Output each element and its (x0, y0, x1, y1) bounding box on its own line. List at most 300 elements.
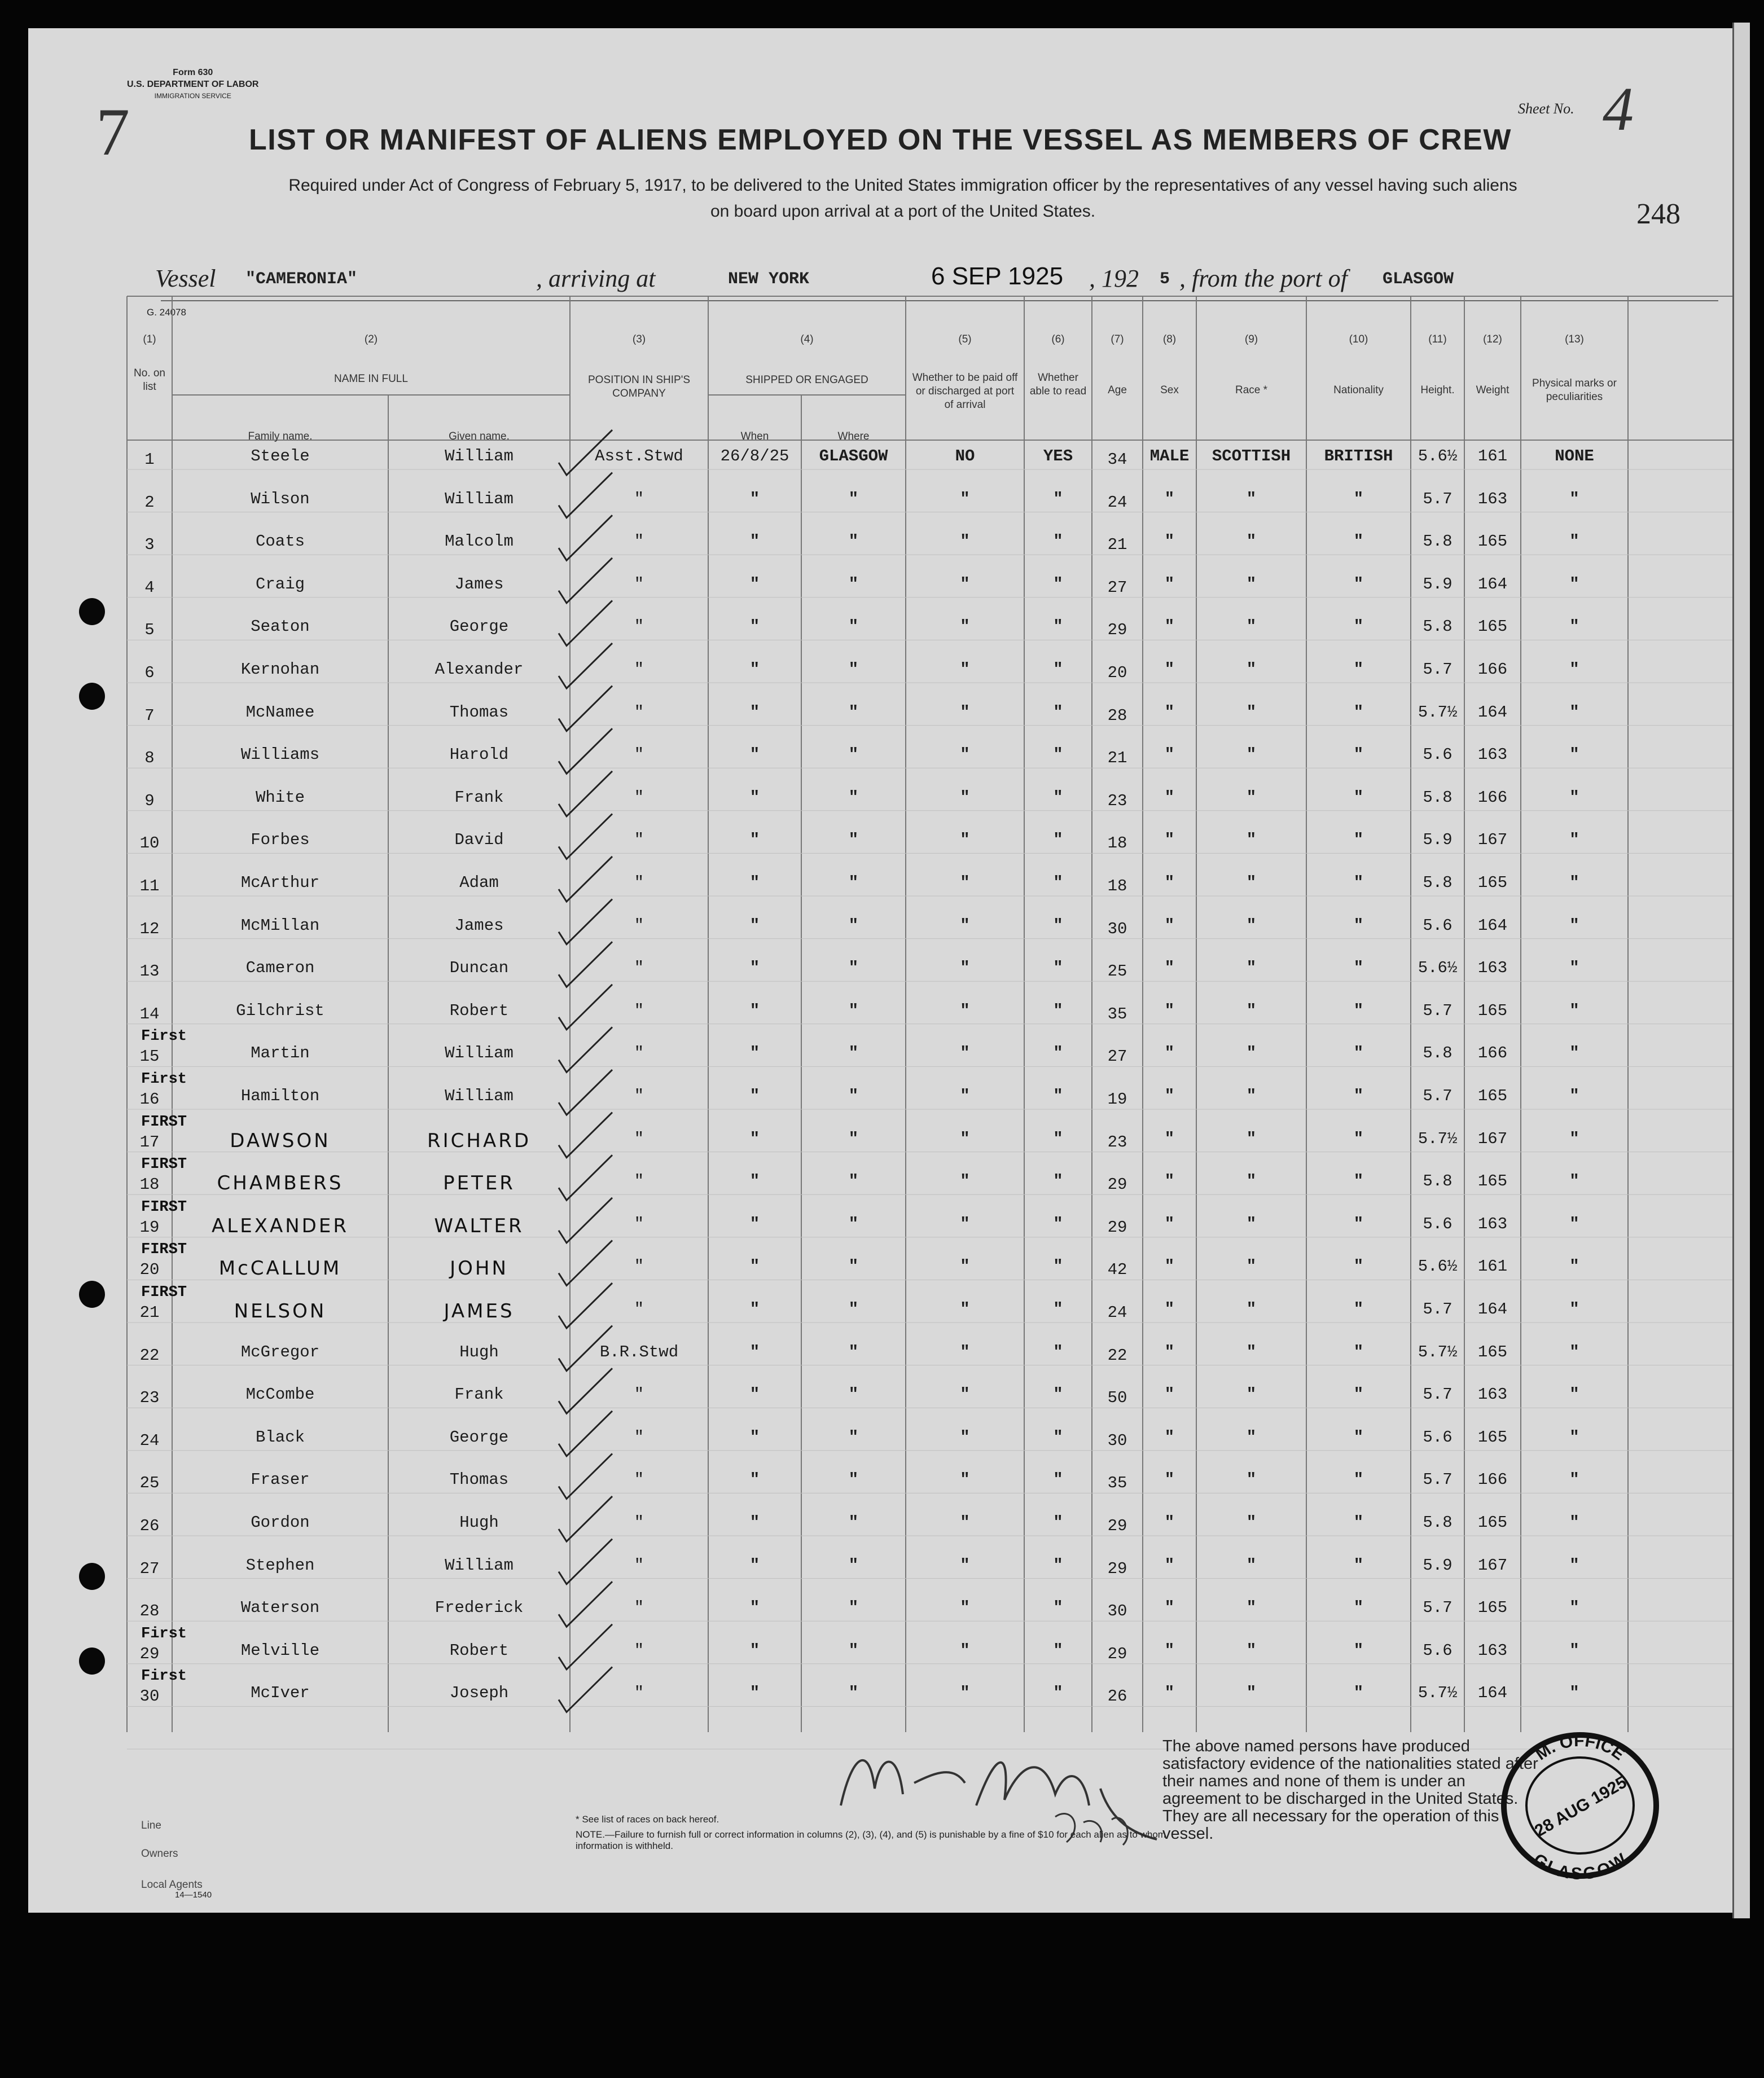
family-name: NELSON (234, 1300, 327, 1323)
height: 5.6½ (1418, 1257, 1458, 1276)
sex: " (1164, 1513, 1175, 1532)
able-to-read: " (1053, 1087, 1063, 1105)
row-number: 29 (139, 1644, 160, 1663)
col-able-to-read: Whether able to read (1029, 372, 1087, 397)
position: " (634, 1300, 644, 1319)
able-to-read: " (1053, 788, 1063, 807)
paid-off: " (960, 1427, 970, 1447)
able-to-read: YES (1043, 447, 1073, 465)
vessel-label: Vessel (155, 265, 216, 292)
able-to-read: " (1053, 1300, 1063, 1319)
paid-off: " (960, 1598, 970, 1618)
family-name: Cameron (245, 959, 315, 978)
weight: 164 (1477, 702, 1508, 722)
given-name: Frederick (435, 1598, 524, 1618)
position: " (634, 660, 644, 679)
age: 19 (1107, 1090, 1127, 1109)
paid-off: " (960, 1385, 970, 1404)
family-name: Martin (251, 1044, 310, 1063)
physical-marks: " (1569, 1257, 1579, 1276)
race: " (1246, 745, 1257, 765)
position: " (634, 574, 644, 594)
first-annotation: First (141, 1071, 187, 1088)
physical-marks: " (1569, 959, 1579, 978)
family-name: Fraser (251, 1470, 310, 1490)
shipped-when: " (749, 1257, 760, 1276)
race: SCOTTISH (1212, 447, 1291, 465)
race: " (1246, 660, 1257, 679)
height: 5.9 (1423, 831, 1453, 850)
physical-marks: " (1569, 702, 1579, 722)
given-name: Joseph (449, 1684, 509, 1703)
paid-off: " (960, 1044, 970, 1063)
shipped-where: " (848, 831, 859, 850)
sex: MALE (1149, 447, 1190, 465)
given-name: Robert (449, 1001, 509, 1020)
height: 5.7 (1423, 1087, 1453, 1105)
footer-owners-label: Owners (141, 1848, 178, 1860)
given-name: RICHARD (427, 1129, 532, 1152)
shipped-when: " (749, 959, 760, 978)
physical-marks: " (1569, 1513, 1579, 1532)
weight: 164 (1477, 916, 1508, 935)
age: 30 (1107, 1431, 1127, 1450)
race: " (1246, 1641, 1257, 1660)
sex: " (1164, 1342, 1175, 1361)
weight: 163 (1477, 489, 1508, 508)
shipped-when: " (749, 873, 760, 892)
first-annotation: FIRST (141, 1284, 187, 1301)
shipped-when: " (749, 1342, 760, 1361)
paid-off: " (960, 1684, 970, 1703)
race: " (1246, 1684, 1257, 1703)
sex: " (1164, 660, 1175, 679)
weight: 167 (1477, 1129, 1508, 1148)
nationality: " (1353, 489, 1364, 508)
given-name: Hugh (459, 1513, 499, 1532)
age: 29 (1107, 1517, 1127, 1535)
weight: 166 (1477, 660, 1508, 679)
given-name: Malcolm (445, 532, 514, 551)
given-name: Hugh (459, 1342, 499, 1361)
nationality: " (1353, 1087, 1364, 1105)
able-to-read: " (1053, 1342, 1063, 1361)
height: 5.7½ (1418, 1342, 1458, 1361)
nationality: " (1353, 916, 1364, 935)
nationality: " (1353, 1300, 1364, 1319)
row-number: 20 (139, 1260, 160, 1280)
shipped-when: " (749, 1172, 760, 1191)
shipped-when: " (749, 1598, 760, 1618)
height: 5.6 (1423, 1214, 1453, 1233)
position: " (634, 831, 644, 850)
family-name: McCombe (245, 1385, 315, 1404)
family-name: Waterson (240, 1598, 320, 1618)
able-to-read: " (1053, 489, 1063, 508)
able-to-read: " (1053, 1385, 1063, 1404)
family-name: Seaton (251, 617, 310, 636)
weight: 165 (1477, 1342, 1508, 1361)
nationality: " (1353, 1172, 1364, 1191)
shipped-where: " (848, 1641, 859, 1660)
height: 5.6 (1423, 916, 1453, 935)
physical-marks: " (1569, 916, 1579, 935)
shipped-where: " (848, 1001, 859, 1020)
family-name: Coats (255, 532, 305, 551)
paid-off: " (960, 702, 970, 722)
able-to-read: " (1053, 1044, 1063, 1063)
weight: 165 (1477, 1087, 1508, 1105)
physical-marks: " (1569, 574, 1579, 594)
col-given-name: Given name. (449, 430, 510, 442)
position: " (634, 1001, 644, 1020)
given-name: Robert (449, 1641, 509, 1660)
race: " (1246, 702, 1257, 722)
height: 5.9 (1423, 1556, 1453, 1575)
height: 5.6 (1423, 1641, 1453, 1660)
race: " (1246, 1001, 1257, 1020)
weight: 165 (1477, 1172, 1508, 1191)
shipped-when: " (749, 1641, 760, 1660)
row-number: 8 (144, 749, 155, 768)
col-physical: Physical marks or peculiarities (1532, 377, 1617, 403)
sex: " (1164, 788, 1175, 807)
race: " (1246, 574, 1257, 594)
height: 5.8 (1423, 788, 1453, 807)
manifest-sheet (28, 28, 1732, 1913)
shipped-where: " (848, 1214, 859, 1233)
row-number: 5 (144, 621, 155, 640)
shipped-where: " (848, 1513, 859, 1532)
given-name: William (445, 1087, 514, 1105)
age: 23 (1107, 791, 1127, 810)
height: 5.7½ (1418, 702, 1458, 722)
position: " (634, 489, 644, 508)
stamp-date: 28 AUG 1925 (1532, 1773, 1630, 1841)
height: 5.8 (1423, 1513, 1453, 1532)
row-number: 11 (139, 877, 160, 895)
age: 18 (1107, 877, 1127, 895)
age: 21 (1107, 535, 1127, 555)
sex: " (1164, 916, 1175, 935)
nationality: " (1353, 873, 1364, 892)
position: " (634, 745, 644, 765)
position: " (634, 617, 644, 636)
col-12-number: (12) (1483, 333, 1502, 345)
nationality: " (1353, 959, 1364, 978)
physical-marks: " (1569, 489, 1579, 508)
given-name: Alexander (435, 660, 524, 679)
shipped-where: " (848, 574, 859, 594)
nationality: " (1353, 617, 1364, 636)
position: " (634, 788, 644, 807)
age: 18 (1107, 834, 1127, 853)
nationality: " (1353, 831, 1364, 850)
given-name: Harold (449, 745, 509, 765)
able-to-read: " (1053, 916, 1063, 935)
row-number: 23 (139, 1389, 160, 1408)
position: " (634, 1214, 644, 1233)
sex: " (1164, 1129, 1175, 1148)
stamp-top-text: M. OFFICE (1532, 1731, 1629, 1764)
physical-marks: " (1569, 1087, 1579, 1105)
position: " (634, 1556, 644, 1575)
height: 5.8 (1423, 617, 1453, 636)
given-name: Thomas (449, 1470, 509, 1490)
position: " (634, 916, 644, 935)
shipped-where: " (848, 489, 859, 508)
able-to-read: " (1053, 745, 1063, 765)
vessel-name: "CAMERONIA" (245, 270, 358, 289)
col-7-number: (7) (1111, 333, 1124, 345)
shipped-where: " (848, 617, 859, 636)
race: " (1246, 1300, 1257, 1319)
family-name: Forbes (251, 831, 310, 850)
family-name: McIver (251, 1684, 310, 1703)
sex: " (1164, 1044, 1175, 1063)
row-number: 7 (144, 706, 155, 725)
col-3-number: (3) (632, 333, 646, 345)
given-name: James (454, 574, 504, 594)
form-code: G. 24078 (147, 307, 186, 318)
row-number: 12 (139, 919, 160, 938)
paid-off: " (960, 660, 970, 679)
position: " (634, 702, 644, 722)
row-number: 1 (144, 450, 155, 469)
given-name: David (454, 831, 504, 850)
height: 5.8 (1423, 873, 1453, 892)
physical-marks: " (1569, 1214, 1579, 1233)
col-2-number: (2) (364, 333, 378, 345)
age: 25 (1107, 962, 1127, 981)
family-name: McArthur (240, 873, 320, 892)
sex: " (1164, 745, 1175, 765)
sex: " (1164, 1598, 1175, 1618)
able-to-read: " (1053, 1129, 1063, 1148)
row-number: 16 (139, 1090, 160, 1109)
physical-marks: " (1569, 1172, 1579, 1191)
race: " (1246, 617, 1257, 636)
able-to-read: " (1053, 574, 1063, 594)
position: " (634, 1087, 644, 1105)
shipped-where: " (848, 1470, 859, 1490)
able-to-read: " (1053, 1470, 1063, 1490)
nationality: " (1353, 1598, 1364, 1618)
paid-off: " (960, 1001, 970, 1020)
service: IMMIGRATION SERVICE (154, 92, 231, 100)
physical-marks: " (1569, 831, 1579, 850)
shipped-where: " (848, 660, 859, 679)
col-10-number: (10) (1349, 333, 1368, 345)
weight: 163 (1477, 959, 1508, 978)
col-9-number: (9) (1244, 333, 1258, 345)
given-name: George (449, 1427, 509, 1447)
sex: " (1164, 959, 1175, 978)
height: 5.6½ (1418, 959, 1458, 978)
nationality: " (1353, 1641, 1364, 1660)
race: " (1246, 532, 1257, 551)
paid-off: " (960, 1513, 970, 1532)
nationality: " (1353, 1257, 1364, 1276)
weight: 166 (1477, 788, 1508, 807)
given-name: Frank (454, 788, 504, 807)
department: U.S. DEPARTMENT OF LABOR (127, 80, 259, 89)
shipped-when: " (749, 574, 760, 594)
position: " (634, 532, 644, 551)
sex: " (1164, 1641, 1175, 1660)
physical-marks: " (1569, 1556, 1579, 1575)
col-11-number: (11) (1428, 333, 1447, 345)
height: 5.7 (1423, 1470, 1453, 1490)
weight: 165 (1477, 1513, 1508, 1532)
footnote-note: NOTE.—Failure to furnish full or correct information in columns (2), (3), (4), and (5) is punishable by a fine of $10 for each alien as to whom information is withheld. (576, 1829, 1166, 1851)
age: 35 (1107, 1474, 1127, 1493)
page-title: LIST OR MANIFEST OF ALIENS EMPLOYED ON THE VESSEL AS MEMBERS OF CREW (249, 124, 1512, 156)
height: 5.7 (1423, 1598, 1453, 1618)
family-name: McCALLUM (218, 1257, 342, 1280)
sex: " (1164, 1427, 1175, 1447)
sheet-label: Sheet No. (1518, 100, 1574, 117)
shipped-when: " (749, 1129, 760, 1148)
position: " (634, 1044, 644, 1063)
year-prefix: , 192 (1089, 265, 1139, 292)
col-family-name: Family name. (248, 430, 313, 442)
nationality: " (1353, 702, 1364, 722)
able-to-read: " (1053, 1684, 1063, 1703)
weight: 165 (1477, 532, 1508, 551)
paid-off: " (960, 745, 970, 765)
shipped-where: " (848, 1172, 859, 1191)
glasgow-office-stamp (1495, 1721, 1665, 1890)
able-to-read: " (1053, 831, 1063, 850)
shipped-when: " (749, 1556, 760, 1575)
family-name: Gordon (251, 1513, 310, 1532)
height: 5.6 (1423, 745, 1453, 765)
shipped-where: " (848, 788, 859, 807)
given-name: George (449, 617, 509, 636)
first-annotation: First (141, 1625, 187, 1642)
paid-off: " (960, 1470, 970, 1490)
weight: 166 (1477, 1044, 1508, 1063)
nationality: " (1353, 1001, 1364, 1020)
family-name: White (255, 788, 305, 807)
shipped-where: " (848, 873, 859, 892)
svg-text:GLASGOW (1530, 1850, 1630, 1883)
shipped-when: " (749, 745, 760, 765)
height: 5.9 (1423, 574, 1453, 594)
col-sex: Sex (1160, 384, 1179, 396)
position: " (634, 1385, 644, 1404)
row-number: 9 (144, 791, 155, 810)
able-to-read: " (1053, 1427, 1063, 1447)
shipped-when: " (749, 831, 760, 850)
sex: " (1164, 1470, 1175, 1490)
position: " (634, 1684, 644, 1703)
nationality: " (1353, 574, 1364, 594)
given-name: Frank (454, 1385, 504, 1404)
age: 30 (1107, 1602, 1127, 1621)
race: " (1246, 1044, 1257, 1063)
first-annotation: First (141, 1668, 187, 1685)
shipped-when: " (749, 660, 760, 679)
race: " (1246, 916, 1257, 935)
row-number: 10 (139, 834, 160, 853)
page-spine (1732, 23, 1750, 1918)
weight: 167 (1477, 1556, 1508, 1575)
arriving-label: , arriving at (536, 265, 656, 292)
sex: " (1164, 873, 1175, 892)
position: Asst.Stwd (595, 447, 683, 465)
paid-off: " (960, 873, 970, 892)
age: 24 (1107, 1303, 1127, 1322)
first-annotation: FIRST (141, 1156, 187, 1174)
form-number: Form 630 (173, 68, 213, 77)
family-name: Craig (255, 574, 305, 594)
col-paid-off: Whether to be paid off or discharged at port of arrival (912, 372, 1018, 411)
paid-off: " (960, 1257, 970, 1276)
footer-code: 14—1540 (175, 1890, 212, 1900)
position: B.R.Stwd (599, 1342, 679, 1361)
given-name: JOHN (450, 1257, 508, 1280)
footer-agents-label: Local Agents (141, 1879, 203, 1891)
family-name: DAWSON (230, 1129, 331, 1152)
height: 5.7½ (1418, 1129, 1458, 1148)
paid-off: " (960, 1556, 970, 1575)
weight: 165 (1477, 1001, 1508, 1020)
given-name: Thomas (449, 702, 509, 722)
col-6-number: (6) (1051, 333, 1065, 345)
age: 22 (1107, 1346, 1127, 1365)
sex: " (1164, 532, 1175, 551)
position: " (634, 1470, 644, 1490)
age: 26 (1107, 1687, 1127, 1706)
row-number: 24 (139, 1431, 160, 1450)
nationality: " (1353, 788, 1364, 807)
physical-marks: " (1569, 1598, 1579, 1618)
row-number: 2 (144, 493, 155, 512)
family-name: McMillan (240, 916, 320, 935)
col-weight: Weight (1476, 384, 1510, 396)
age: 21 (1107, 749, 1127, 768)
row-number: 15 (139, 1047, 160, 1066)
given-name: PETER (443, 1172, 515, 1195)
race: " (1246, 788, 1257, 807)
age: 35 (1107, 1004, 1127, 1023)
first-annotation: First (141, 1028, 187, 1045)
weight: 167 (1477, 831, 1508, 850)
shipped-where: " (848, 1427, 859, 1447)
family-name: CHAMBERS (217, 1172, 344, 1195)
height: 5.7½ (1418, 1684, 1458, 1703)
shipped-where: " (848, 1044, 859, 1063)
able-to-read: " (1053, 532, 1063, 551)
certification-statement: The above named persons have produced satisfactory evidence of the nationalities stated after their names and none of them is under an agreement to be discharged in the United States. They are all necessary for the operation of this vessel. (1162, 1737, 1538, 1843)
family-name: Steele (251, 447, 310, 465)
sex: " (1164, 1001, 1175, 1020)
physical-marks: NONE (1555, 447, 1594, 465)
able-to-read: " (1053, 1172, 1063, 1191)
physical-marks: " (1569, 788, 1579, 807)
height: 5.7 (1423, 1300, 1453, 1319)
height: 5.8 (1423, 1172, 1453, 1191)
physical-marks: " (1569, 1641, 1579, 1660)
height: 5.6 (1423, 1427, 1453, 1447)
given-name: Adam (459, 873, 499, 892)
col-4-number: (4) (800, 333, 814, 345)
first-annotation: FIRST (141, 1241, 187, 1259)
paid-off: " (960, 574, 970, 594)
row-number: 14 (139, 1004, 160, 1023)
